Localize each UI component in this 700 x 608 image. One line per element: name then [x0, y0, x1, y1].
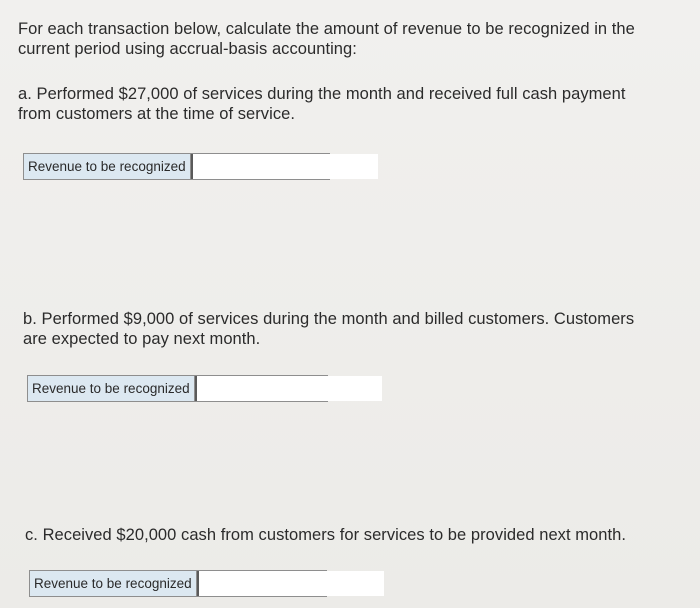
question-a-letter: a.: [18, 85, 32, 103]
answer-b-label: Revenue to be recognized: [28, 376, 195, 401]
answer-row-b: [27, 375, 328, 402]
question-a-line-1-body: Performed $27,000 of services during the month and received full cash payment: [31, 85, 626, 103]
question-b-line-2: are expected to pay next month.: [23, 330, 261, 348]
answer-row-c: [29, 570, 327, 597]
question-c-line-1-body: Received $20,000 cash from customers for services to be provided next month.: [37, 526, 626, 544]
instructions-text: [18, 19, 635, 59]
answer-a-label: Revenue to be recognized: [24, 154, 191, 179]
question-a-line-1: [18, 84, 626, 104]
instructions-line-1: For each transaction below, calculate the amount of revenue to be recognized in the: [18, 20, 635, 38]
question-c-text: [25, 525, 626, 545]
question-c-letter: c.: [25, 526, 38, 544]
instructions-line-2: current period using accrual-basis accounting:: [18, 40, 357, 58]
answer-c-label: Revenue to be recognized: [30, 571, 197, 596]
question-a-text: [18, 84, 626, 124]
answer-a-input[interactable]: [191, 154, 378, 179]
question-b-letter: b.: [23, 310, 37, 328]
answer-b-input[interactable]: [195, 376, 382, 401]
question-b-text: [23, 309, 634, 349]
question-b-line-1-body: Performed $9,000 of services during the month and billed customers. Customers: [36, 310, 635, 328]
question-b-line-1: [23, 309, 634, 329]
question-a-line-2: from customers at the time of service.: [18, 105, 295, 123]
answer-c-input[interactable]: [197, 571, 384, 596]
question-c-line-1: [25, 525, 626, 545]
answer-row-a: [23, 153, 330, 180]
